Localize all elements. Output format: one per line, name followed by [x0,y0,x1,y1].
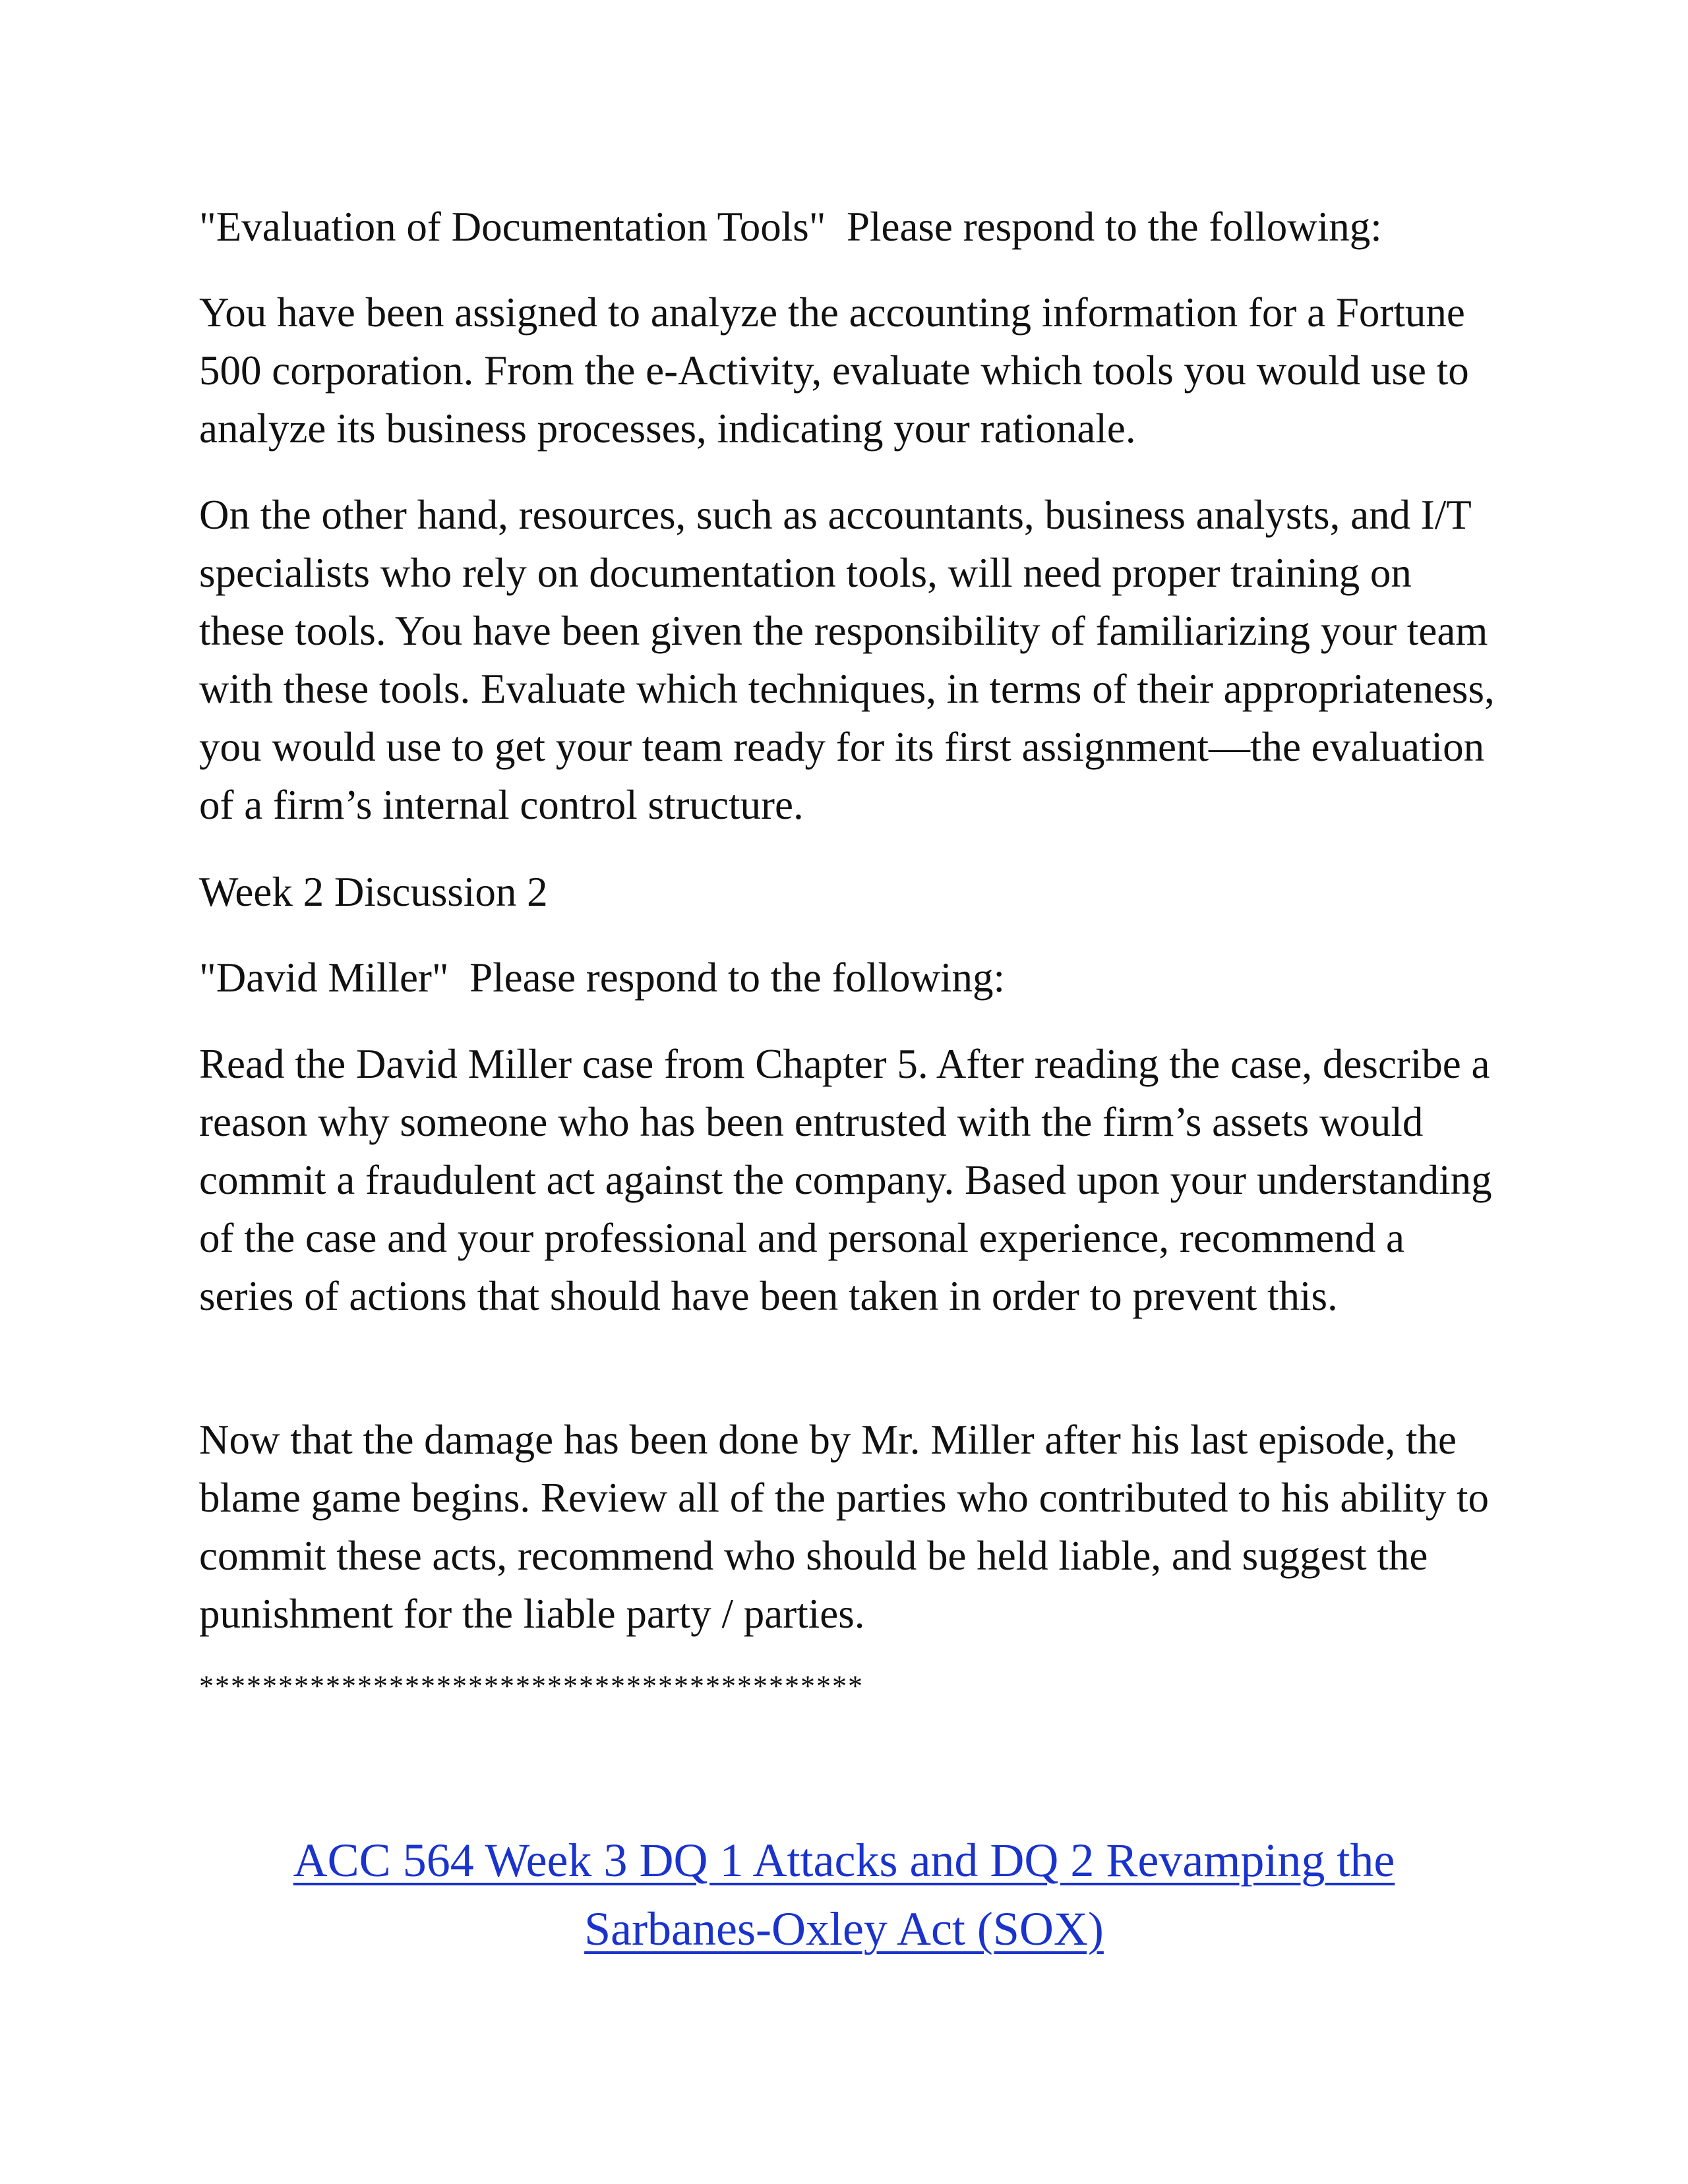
next-assignment-link-block [198,1826,1490,1963]
paragraph-blame-game: Now that the damage has been done by Mr. Miller after his last episode, the blame game begins. Review all of the parties who contributed to his ability to commit these acts, recommend who should be held liable, and suggest the punishment for the liable party / parties. [199,1417,1490,1637]
next-assignment-link[interactable] [293,1834,1395,1955]
discussion-heading: "David Miller" Please respond to the following: [199,955,1005,1001]
paragraph-team-training: On the other hand, resources, such as accountants, business analysts, and I/T specialists who rely on documentation tools, will need proper training on these tools. You have been given the responsibility of familiarizing your team with these tools. Evaluate which techniques, in terms of their appropriateness, you would use to get your team ready for its first assignment—the evaluation of a firm’s internal control structure. [199,492,1495,828]
link-line-2: Sarbanes-Oxley Act (SOX) [584,1903,1104,1955]
paragraph-case-reading: Read the David Miller case from Chapter 5. After reading the case, describe a reason why someone who has been entrusted with the firm’s assets would commit a fraudulent act against the company. Based upon your understanding of the case and your professional and personal experience, recommend a series of actions that should have been taken in order to prevent this. [199,1041,1492,1319]
paragraph-tools-analysis: You have been assigned to analyze the accounting information for a Fortune 500 corporation. From the e-Activity, evaluate which tools you would use to analyze its business processes, indicating your rationale. [199,289,1469,452]
separator-line: ****************************************** [199,1670,864,1702]
assignment-heading: "Evaluation of Documentation Tools" Please respond to the following: [199,204,1382,250]
link-line-1: ACC 564 Week 3 DQ 1 Attacks and DQ 2 Revamping the [293,1834,1395,1887]
week-label: Week 2 Discussion 2 [199,869,548,915]
